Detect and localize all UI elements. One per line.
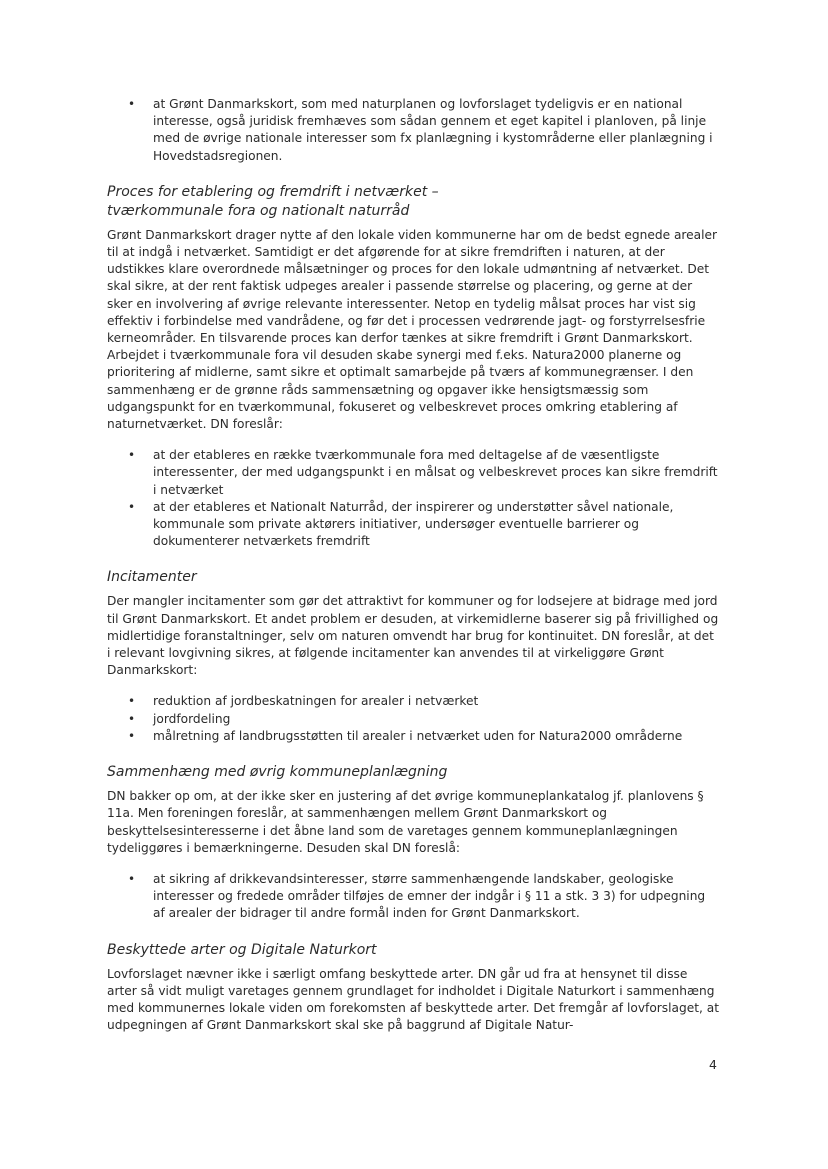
sammenhaeng-bullet-list	[107, 871, 719, 923]
heading-line: tværkommunale fora og nationalt naturråd	[107, 202, 410, 219]
incitamenter-bullet-list	[107, 693, 719, 745]
list-item: • at der etableres en række tværkommunale fora med deltagelse af de væsentligste interessenter, der med udgangspunkt i en målsat og velbeskrevet proces kan sikre fremdrift i netværket	[107, 447, 719, 499]
paragraph-sammenhaeng: DN bakker op om, at der ikke sker en justering af det øvrige kommuneplankatalog jf. planlovens § 11a. Men foreningen foreslår, at sammenhængen mellem Grønt Danmarkskort og beskyttelsesinteresserne i det åbne land som de varetages gennem kommuneplanlægningen tydeliggøres i bemærkningerne. Desuden skal DN foreslå:	[107, 789, 704, 855]
list-item: • at Grønt Danmarkskort, som med naturplanen og lovforslaget tydeligvis er en national interesse, også juridisk fremhæves som sådan gennem et eget kapitel i planloven, på linje med de øvrige nationale interesser som fx planlægning i kystområderne eller planlægning i Hovedstadsregionen.	[107, 96, 719, 165]
page-content	[107, 96, 719, 1034]
section-heading-beskyttede: Beskyttede arter og Digitale Naturkort	[107, 941, 377, 958]
heading-line: Proces for etablering og fremdrift i netværket –	[107, 183, 439, 200]
section-heading-sammenhaeng: Sammenhæng med øvrig kommuneplanlægning	[107, 764, 448, 781]
list-item: • at der etableres et Nationalt Naturråd, der inspirerer og understøtter såvel nationale, kommunale som private aktørers initiativer, undersøger eventuelle barrierer og dokumenterer netværkets fremdrift	[107, 499, 719, 551]
list-item: • at sikring af drikkevandsinteresser, større sammenhængende landskaber, geologiske interesser og fredede områder tilføjes de emner der indgår i § 11 a stk. 3 3) for udpegning af arealer der bidrager til andre formål inden for Grønt Danmarkskort.	[107, 871, 719, 923]
paragraph-beskyttede: Lovforslaget nævner ikke i særligt omfang beskyttede arter. DN går ud fra at hensynet til disse arter så vidt muligt varetages gennem grundlaget for indholdet i Digitale Naturkort i sammenhæng med kommunernes lokale viden om forekomsten af beskyttede arter. Det fremgår af lovforslaget, at udpegningen af Grønt Danmarkskort skal ske på baggrund af Digitale Natur-	[107, 966, 720, 1033]
intro-bullet-list	[107, 96, 719, 165]
proces-bullet-list	[107, 447, 719, 550]
list-item: • jordfordeling	[107, 711, 719, 728]
section-heading-incitamenter: Incitamenter	[107, 569, 197, 586]
section-heading-proces	[107, 183, 719, 221]
paragraph-proces: Grønt Danmarkskort drager nytte af den lokale viden kommunerne har om de bedst egnede arealer til at indgå i netværket. Samtidigt er det afgørende for at sikre fremdriften i naturen, at der udstikkes klare overordnede målsætninger og proces for den lokale udmøntning af netværket. Det skal sikre, at der rent faktisk udpeges arealer i passende størrelse og placering, og gerne at der sker en involvering af øvrige relevante interessenter. Netop en tydelig målsat proces har vist sig effektiv i forbindelse med vandrådene, og før det i processen vedrørende jagt- og forstyrrelsesfrie kerneområder. En tilsvarende proces kan derfor tænkes at sikre fremdrift i Grønt Danmarkskort. Arbejdet i tværkommunale fora vil desuden skabe synergi med f.eks. Natura2000 planerne og prioritering af midlerne, samt sikre et optimalt samarbejde på tværs af kommunegrænser. I den sammenhæng er de grønne råds sammensætning og opgaver ikke hensigtsmæssig som udgangspunkt for en tværkommunal, fokuseret og velbeskrevet proces omkring etablering af naturnetværket. DN foreslår:	[107, 227, 718, 432]
list-item: • reduktion af jordbeskatningen for arealer i netværket	[107, 693, 719, 710]
list-item: • målretning af landbrugsstøtten til arealer i netværket uden for Natura2000 områderne	[107, 728, 719, 745]
paragraph-incitamenter: Der mangler incitamenter som gør det attraktivt for kommuner og for lodsejere at bidrage med jord til Grønt Danmarkskort. Et andet problem er desuden, at virkemidlerne baserer sig på frivillighed og midlertidige foranstaltninger, selv om naturen omvendt har brug for kontinuitet. DN foreslår, at det i relevant lovgivning sikres, at følgende incitamenter kan anvendes til at virkeliggøre Grønt Danmarkskort:	[107, 594, 719, 678]
page-number: 4	[709, 1057, 717, 1072]
